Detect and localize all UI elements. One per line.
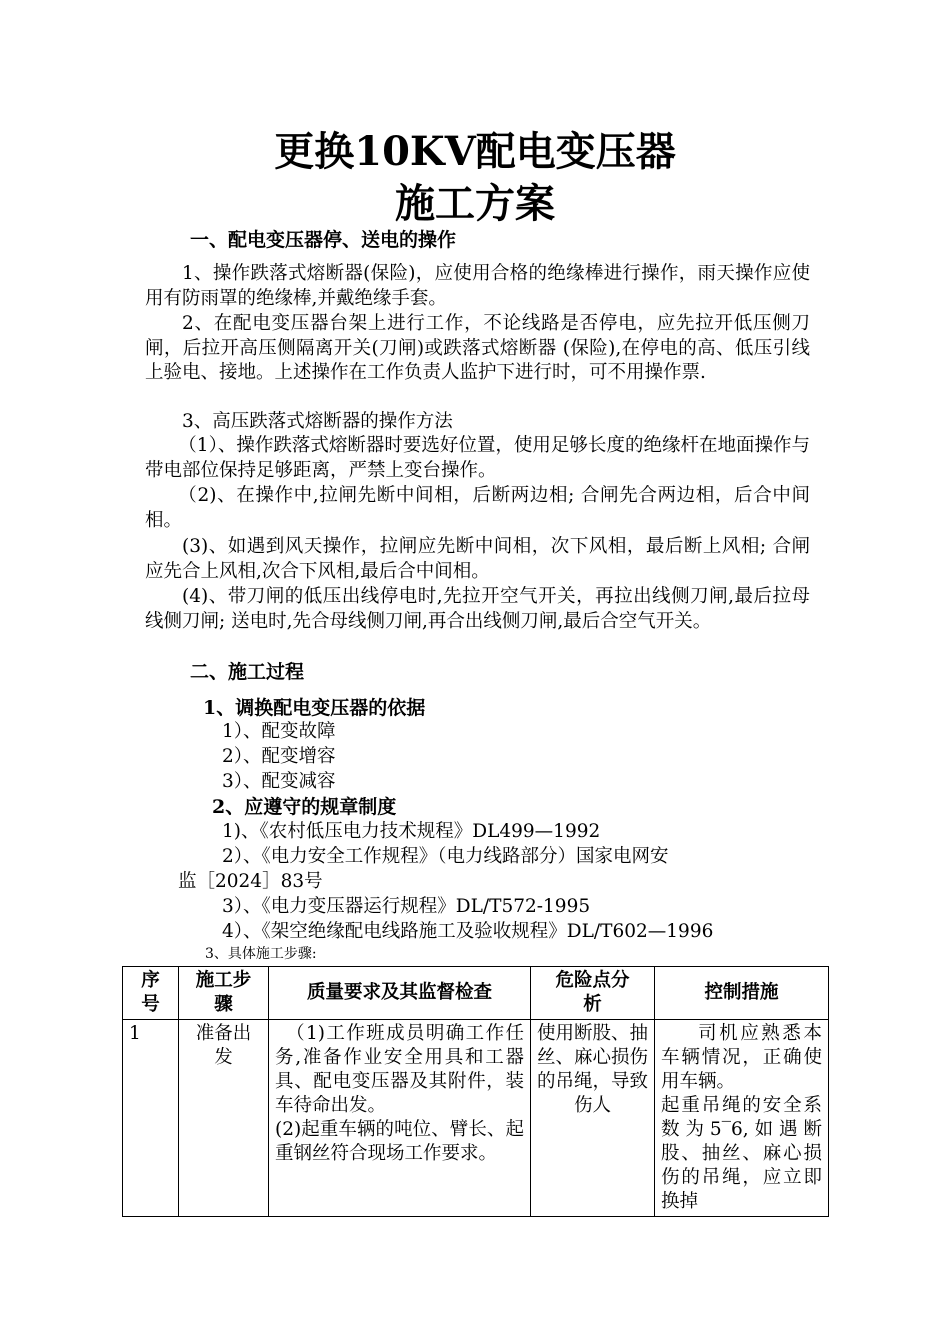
cell-quality: （1)工作班成员明确工作任务,准备作业安全用具和工器具、配电变压器及其附件，装车待命出发。 (2)起重车辆的吨位、臂长、起重钢丝符合现场工作要求。: [269, 1020, 531, 1217]
section-heading-2: 二、施工过程: [190, 661, 305, 683]
cell-risk: 使用断股、抽丝、麻心损伤的吊绳，导致伤人: [531, 1020, 655, 1217]
paragraph-5: （2)、在操作中,拉闸先断中间相，后断两边相; 合闸先合两边相，后合中间相。: [145, 485, 810, 531]
paragraph-4: （1）、操作跌落式熔断器时要选好位置，使用足够长度的绝缘杆在地面操作与带电部位保持足够距离，严禁上变台操作。: [145, 435, 810, 481]
paragraph-6: (3)、如遇到风天操作，拉闸应先断中间相，次下风相，最后断上风相; 合闸应先合上风相,次合下风相,最后合中间相。: [145, 536, 810, 582]
table-header-row: [123, 967, 829, 1020]
regulation-item: 1)、《农村低压电力技术规程》DL499—1992: [222, 821, 601, 842]
regulation-item-continued: 监［2024］83号: [178, 871, 323, 892]
construction-steps-table: [122, 966, 829, 1217]
document-title: 更换10KV配电变压器: [274, 128, 676, 175]
cell-control: 司机应熟悉本车辆情况，正确使用车辆。 起重吊绳的安全系数为5‾6,如遇断股、抽丝、麻心损伤的吊绳，应立即换掉: [655, 1020, 829, 1217]
header-seq: 序 号: [123, 967, 179, 1020]
list-item: 2）、配变增容: [222, 746, 336, 767]
header-quality: 质量要求及其监督检查: [269, 967, 531, 1020]
cell-seq: 1: [123, 1020, 179, 1217]
header-control: 控制措施: [655, 967, 829, 1020]
regulation-item: 4）、《架空绝缘配电线路施工及验收规程》DL/T602—1996: [222, 921, 714, 942]
regulation-item: 2）、《电力安全工作规程》（电力线路部分）国家电网安: [222, 846, 669, 867]
paragraph-2: 2、在配电变压器台架上进行工作，不论线路是否停电，应先拉开低压侧刀闸，后拉开高压侧隔离开关(刀闸)或跌落式熔断器 (保险),在停电的高、低压引线上验电、接地。上述操作在工作负责人监护下进行时，可不用操作票.: [145, 313, 810, 383]
list-item: 1）、配变故障: [222, 721, 336, 742]
paragraph-3: 3、高压跌落式熔断器的操作方法: [182, 411, 453, 432]
cell-step: 准备出 发: [179, 1020, 269, 1217]
header-risk: 危险点分 析: [531, 967, 655, 1020]
header-step: 施工步 骤: [179, 967, 269, 1020]
paragraph-7: (4)、带刀闸的低压出线停电时,先拉开空气开关，再拉出线侧刀闸,最后拉母线侧刀闸; 送电时,先合母线侧刀闸,再合出线侧刀闸,最后合空气开关。: [145, 586, 810, 632]
subsection-heading-1: 1、调换配电变压器的依据: [203, 697, 426, 719]
section-heading-1: 一、配电变压器停、送电的操作: [190, 229, 457, 251]
list-item: 3）、配变减容: [222, 771, 336, 792]
paragraph-1: 1、操作跌落式熔断器(保险)，应使用合格的绝缘棒进行操作，雨天操作应使用有防雨罩的绝缘棒,并戴绝缘手套。: [145, 263, 810, 309]
subsection-label-3: 3、具体施工步骤:: [205, 946, 317, 962]
table-row: [123, 1020, 829, 1217]
document-subtitle: 施工方案: [395, 180, 555, 227]
subsection-heading-2: 2、应遵守的规章制度: [212, 796, 397, 818]
regulation-item: 3）、《电力变压器运行规程》DL/T572-1995: [222, 896, 591, 917]
